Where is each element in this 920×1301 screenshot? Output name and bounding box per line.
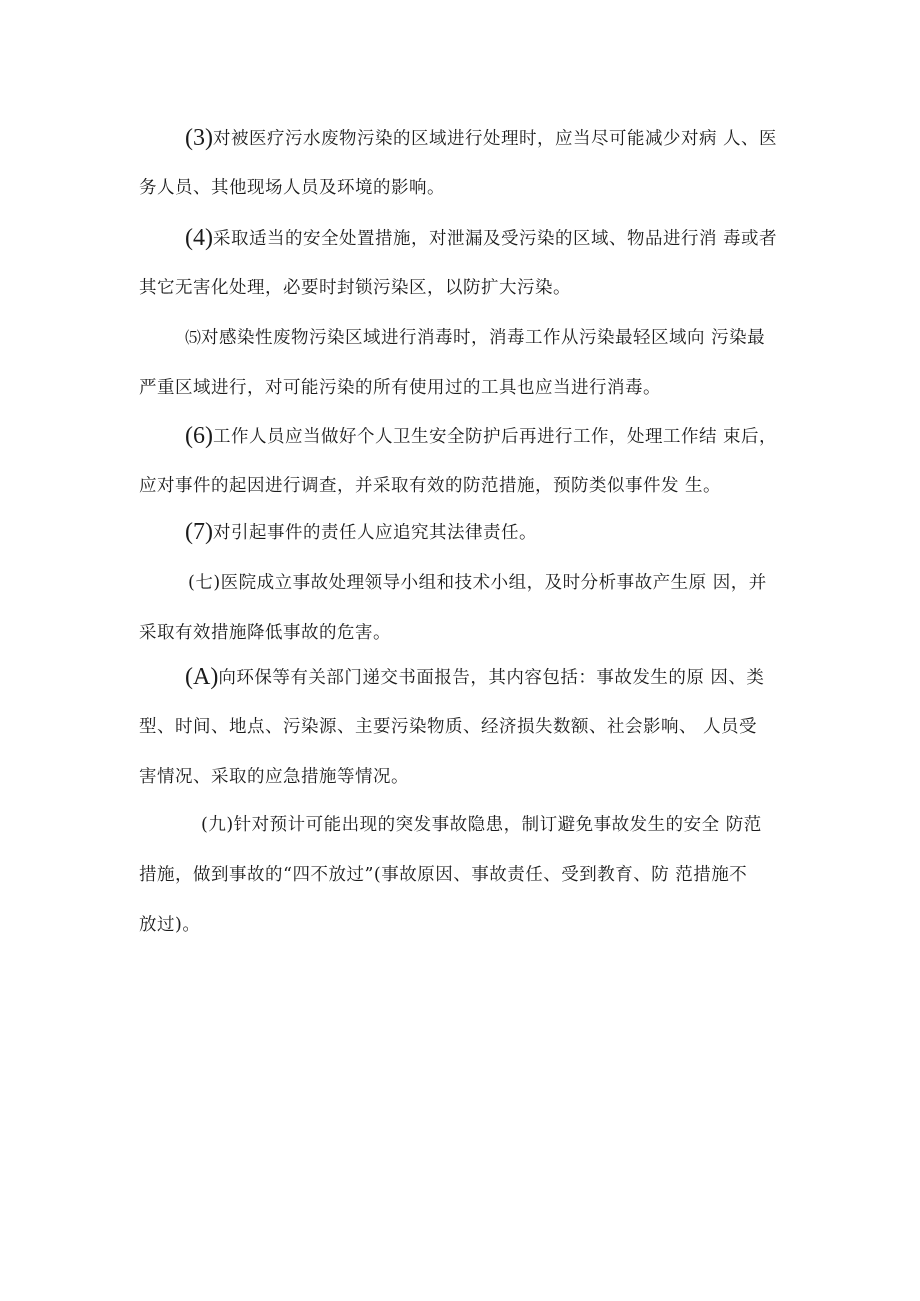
paragraph-line: 工作人员应当做好个人卫生安全防护后再进行工作，处理工作结 束后，: [212, 427, 778, 447]
paragraph-line: 务人员、其他现场人员及环境的影响。: [139, 178, 445, 198]
paragraph-item-5: [139, 325, 789, 425]
list-marker: (4): [185, 225, 213, 251]
paragraph-item-seven: [139, 570, 789, 670]
list-marker: (A): [185, 664, 219, 690]
paragraph-item-nine: [139, 812, 789, 962]
paragraph-line: 对被医疗污水废物污染的区域进行处理时，应当尽可能减少对病 人、医: [212, 129, 778, 149]
paragraph-item-7: [139, 519, 789, 569]
paragraph-line: 医院成立事故处理领导小组和技术小组，及时分析事故产生原 因，并: [220, 573, 767, 593]
paragraph-line: 应对事件的起因进行调查，并采取有效的防范措施，预防类似事件发 生。: [139, 476, 722, 496]
paragraph-item-3: [139, 125, 789, 225]
paragraph-line: 严重区域进行，对可能污染的所有使用过的工具也应当进行消毒。: [139, 378, 661, 398]
paragraph-item-eight: [139, 664, 789, 814]
list-marker: (九): [201, 815, 234, 835]
paragraph-line: 采取有效措施降低事故的危害。: [139, 623, 391, 643]
paragraph-line: 对引起事件的责任人应追究其法律责任。: [212, 523, 537, 543]
list-marker: (7): [185, 519, 213, 545]
paragraph-line: 型、时间、地点、污染源、主要污染物质、经济损失数额、社会影响、 人员受: [139, 717, 758, 737]
paragraph-line: 对感染性废物污染区域进行消毒时，消毒工作从污染最轻区域向 污染最: [201, 328, 766, 348]
list-marker: (6): [185, 423, 213, 449]
list-marker: ⑸: [185, 328, 202, 347]
paragraph-line: 针对预计可能出现的突发事故隐患，制订避免事故发生的安全 防范: [233, 815, 762, 835]
paragraph-line: 放过)。: [139, 915, 201, 935]
paragraph-line: 其它无害化处理，必要时封锁污染区，以防扩大污染。: [139, 278, 571, 298]
list-marker: (七): [188, 573, 221, 593]
paragraph-item-4: [139, 225, 789, 325]
paragraph-line: 措施，做到事故的“四不放过”(事故原因、事故责任、受到教育、防 范措施不: [139, 865, 748, 885]
paragraph-line: 向环保等有关部门递交书面报告，其内容包括：事故发生的原 因、类: [218, 668, 765, 688]
paragraph-line: 害情况、采取的应急措施等情况。: [139, 767, 409, 787]
paragraph-item-6: [139, 423, 789, 523]
list-marker: (3): [185, 125, 213, 151]
paragraph-line: 采取适当的安全处置措施，对泄漏及受污染的区域、物品进行消 毒或者: [212, 229, 778, 249]
